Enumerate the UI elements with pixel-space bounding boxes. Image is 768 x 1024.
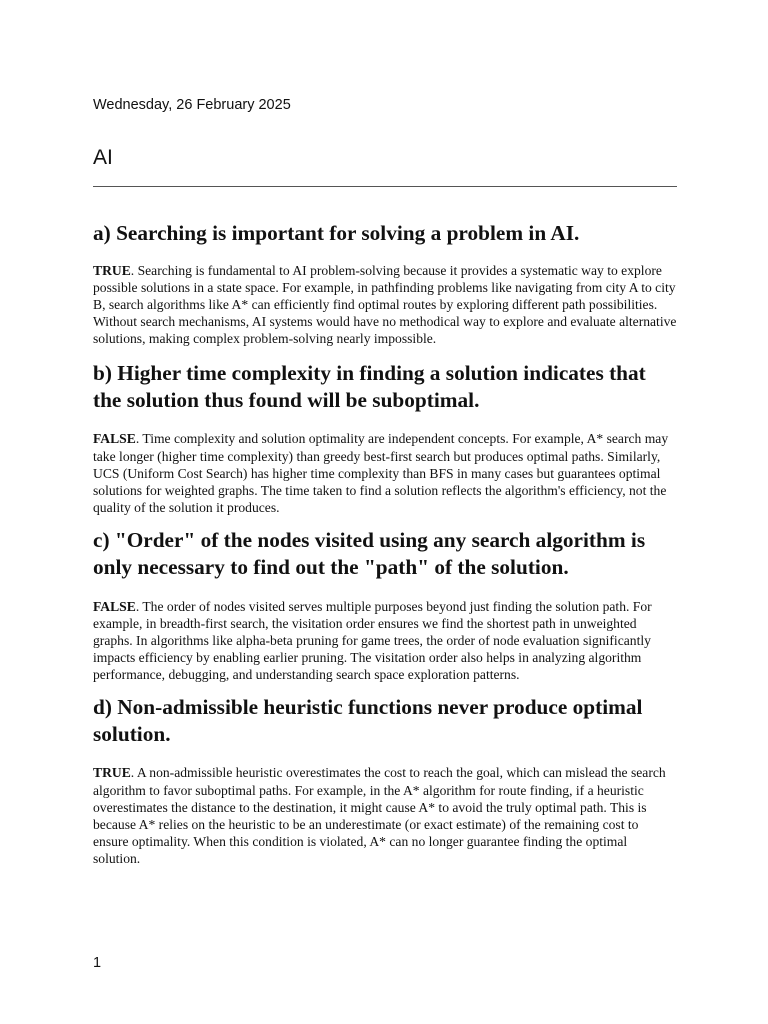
question-section-a — [93, 220, 677, 347]
answer-paragraph — [93, 764, 677, 867]
answer-paragraph — [93, 598, 677, 683]
answer-text: . Searching is fundamental to AI problem-solving because it provides a systematic way to explore possible solutions in a state space. For example, in pathfinding problems like navigating from city A to city B, search algorithms like A* can efficiently find optimal routes by exploring different path possibilities. Without search mechanisms, AI systems would have no methodical way to explore and evaluate alternative solutions, making complex problem-solving nearly impossible. — [93, 263, 677, 347]
answer-text: . A non-admissible heuristic overestimates the cost to reach the goal, which can mislead the search algorithm to favor suboptimal paths. For example, in the A* algorithm for route finding, if a heuristic overestimates the distance to the destination, it might cause A* to avoid the truly optimal path. This is because A* relies on the heuristic to be an underestimate (or exact estimate) of the remaining cost to ensure optimality. When this condition is violated, A* can no longer guarantee finding the optimal solution. — [93, 765, 666, 866]
page-number: 1 — [93, 955, 102, 971]
document-date: Wednesday, 26 February 2025 — [93, 97, 291, 113]
question-heading: d) Non-admissible heuristic functions never produce optimal solution. — [93, 695, 643, 747]
answer-text: . Time complexity and solution optimality are independent concepts. For example, A* search may take longer (higher time complexity) than greedy best-first search but produces optimal paths. Similarly, UCS (Uniform Cost Search) has higher time complexity than BFS in many cases but guarantees optimal solutions for weighted graphs. The time taken to find a solution reflects the algorithm's efficiency, not the quality of the solution it produces. — [93, 431, 669, 515]
answer-verdict: FALSE — [93, 431, 136, 447]
answer-verdict: FALSE — [93, 598, 136, 614]
answer-text: . The order of nodes visited serves multiple purposes beyond just finding the solution path. For example, in breadth-first search, the visitation order ensures we find the shortest path in unweighted graphs. In algorithms like alpha-beta pruning for game trees, the order of node evaluation significantly impacts efficiency by enabling earlier pruning. The visitation order also helps in analyzing algorithm performance, debugging, and understanding search space exploration patterns. — [93, 598, 652, 683]
question-section-b — [93, 360, 677, 515]
answer-verdict: TRUE — [93, 263, 131, 278]
title-divider — [93, 186, 677, 187]
question-section-c — [93, 527, 677, 683]
document-title: AI — [93, 146, 113, 169]
document-page — [93, 96, 677, 867]
question-heading: a) Searching is important for solving a problem in AI. — [93, 221, 580, 245]
answer-verdict: TRUE — [93, 765, 131, 781]
question-heading: b) Higher time complexity in finding a solution indicates that the solution thus found will be suboptimal. — [93, 361, 646, 413]
question-heading: c) "Order" of the nodes visited using any search algorithm is only necessary to find out the "path" of the solution. — [93, 527, 646, 579]
answer-paragraph — [93, 430, 677, 515]
answer-paragraph — [93, 262, 677, 347]
question-section-d — [93, 694, 677, 867]
